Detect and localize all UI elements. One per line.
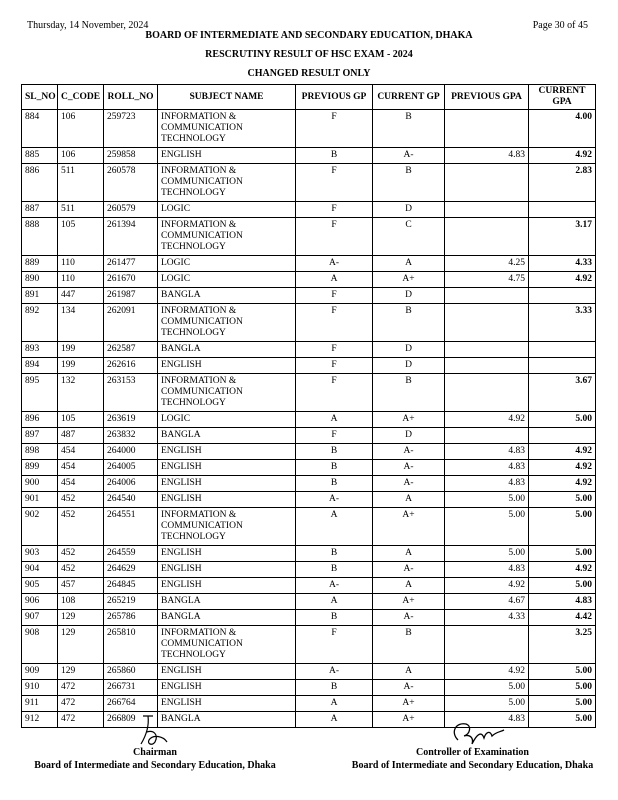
chairman-signature: [135, 712, 175, 750]
table-row: [22, 546, 596, 562]
cell-subject-name: BANGLA: [158, 288, 296, 304]
cell-current-gpa: 4.92: [529, 476, 596, 492]
cell-roll-no: 264540: [104, 492, 158, 508]
cell-roll-no: 266764: [104, 696, 158, 712]
cell-sl-no: 909: [22, 664, 58, 680]
cell-current-gp: B: [373, 304, 445, 342]
cell-previous-gp: F: [296, 304, 373, 342]
cell-previous-gp: B: [296, 546, 373, 562]
cell-sl-no: 902: [22, 508, 58, 546]
cell-current-gp: B: [373, 374, 445, 412]
cell-c-code: 129: [58, 626, 104, 664]
cell-current-gp: A-: [373, 444, 445, 460]
board-title: BOARD OF INTERMEDIATE AND SECONDARY EDUCATION, DHAKA: [145, 30, 473, 41]
table-row: [22, 304, 596, 342]
table-row: [22, 696, 596, 712]
cell-previous-gp: F: [296, 164, 373, 202]
table-row: [22, 412, 596, 428]
cell-sl-no: 900: [22, 476, 58, 492]
cell-roll-no: 261477: [104, 256, 158, 272]
cell-subject-name: INFORMATION & COMMUNICATION TECHNOLOGY: [158, 374, 296, 412]
cell-previous-gp: A: [296, 712, 373, 728]
cell-previous-gpa: [445, 428, 529, 444]
table-row: [22, 288, 596, 304]
cell-current-gpa: 4.83: [529, 594, 596, 610]
cell-subject-name: ENGLISH: [158, 578, 296, 594]
cell-c-code: 110: [58, 256, 104, 272]
cell-previous-gp: A: [296, 508, 373, 546]
cell-sl-no: 887: [22, 202, 58, 218]
col-header-sl-no: SL_NO: [22, 85, 58, 110]
cell-c-code: 134: [58, 304, 104, 342]
cell-previous-gpa: 5.00: [445, 492, 529, 508]
table-row: [22, 374, 596, 412]
cell-previous-gpa: 4.33: [445, 610, 529, 626]
cell-previous-gp: F: [296, 202, 373, 218]
cell-roll-no: 264845: [104, 578, 158, 594]
cell-current-gpa: 4.42: [529, 610, 596, 626]
cell-c-code: 452: [58, 546, 104, 562]
cell-roll-no: 262091: [104, 304, 158, 342]
cell-previous-gpa: [445, 202, 529, 218]
cell-current-gp: A-: [373, 460, 445, 476]
cell-current-gpa: [529, 358, 596, 374]
cell-subject-name: ENGLISH: [158, 358, 296, 374]
cell-previous-gp: B: [296, 444, 373, 460]
cell-subject-name: ENGLISH: [158, 444, 296, 460]
cell-subject-name: ENGLISH: [158, 476, 296, 492]
cell-current-gp: A-: [373, 680, 445, 696]
cell-sl-no: 912: [22, 712, 58, 728]
cell-previous-gpa: [445, 626, 529, 664]
cell-roll-no: 265860: [104, 664, 158, 680]
table-row: [22, 460, 596, 476]
cell-current-gp: C: [373, 218, 445, 256]
cell-previous-gp: F: [296, 374, 373, 412]
cell-sl-no: 894: [22, 358, 58, 374]
cell-roll-no: 265810: [104, 626, 158, 664]
cell-previous-gp: B: [296, 460, 373, 476]
cell-subject-name: BANGLA: [158, 594, 296, 610]
chairman-block: [10, 746, 300, 772]
cell-current-gp: A-: [373, 476, 445, 492]
table-row: [22, 110, 596, 148]
cell-c-code: 105: [58, 412, 104, 428]
cell-previous-gpa: 4.67: [445, 594, 529, 610]
cell-current-gpa: 2.83: [529, 164, 596, 202]
cell-sl-no: 893: [22, 342, 58, 358]
cell-previous-gp: B: [296, 148, 373, 164]
cell-current-gp: D: [373, 288, 445, 304]
cell-current-gp: A: [373, 492, 445, 508]
table-row: [22, 256, 596, 272]
cell-previous-gpa: [445, 288, 529, 304]
cell-c-code: 452: [58, 492, 104, 508]
cell-roll-no: 263153: [104, 374, 158, 412]
cell-roll-no: 264005: [104, 460, 158, 476]
cell-subject-name: ENGLISH: [158, 460, 296, 476]
cell-c-code: 105: [58, 218, 104, 256]
cell-c-code: 129: [58, 664, 104, 680]
cell-current-gpa: 5.00: [529, 680, 596, 696]
cell-roll-no: 261987: [104, 288, 158, 304]
cell-c-code: 511: [58, 202, 104, 218]
cell-current-gp: B: [373, 164, 445, 202]
cell-previous-gp: A: [296, 412, 373, 428]
cell-previous-gp: A-: [296, 492, 373, 508]
cell-c-code: 110: [58, 272, 104, 288]
table-row: [22, 476, 596, 492]
col-header-subject-name: SUBJECT NAME: [158, 85, 296, 110]
cell-sl-no: 890: [22, 272, 58, 288]
cell-previous-gpa: [445, 304, 529, 342]
table-row: [22, 202, 596, 218]
result-subtitle: CHANGED RESULT ONLY: [247, 68, 371, 79]
col-header-current-gp: CURRENT GP: [373, 85, 445, 110]
cell-previous-gpa: 4.83: [445, 712, 529, 728]
cell-subject-name: INFORMATION & COMMUNICATION TECHNOLOGY: [158, 110, 296, 148]
cell-roll-no: 262616: [104, 358, 158, 374]
cell-previous-gp: F: [296, 288, 373, 304]
cell-sl-no: 891: [22, 288, 58, 304]
cell-sl-no: 896: [22, 412, 58, 428]
cell-current-gpa: 5.00: [529, 664, 596, 680]
cell-roll-no: 264006: [104, 476, 158, 492]
cell-roll-no: 265219: [104, 594, 158, 610]
table-row: [22, 626, 596, 664]
cell-c-code: 472: [58, 712, 104, 728]
cell-sl-no: 899: [22, 460, 58, 476]
cell-subject-name: LOGIC: [158, 412, 296, 428]
cell-sl-no: 911: [22, 696, 58, 712]
cell-previous-gp: F: [296, 358, 373, 374]
cell-sl-no: 895: [22, 374, 58, 412]
cell-previous-gpa: 4.83: [445, 444, 529, 460]
table-row: [22, 680, 596, 696]
cell-current-gpa: 4.92: [529, 562, 596, 578]
cell-current-gp: A+: [373, 712, 445, 728]
cell-current-gp: B: [373, 626, 445, 664]
table-row: [22, 712, 596, 728]
cell-current-gpa: 5.00: [529, 492, 596, 508]
cell-c-code: 452: [58, 562, 104, 578]
cell-sl-no: 904: [22, 562, 58, 578]
table-row: [22, 342, 596, 358]
cell-sl-no: 889: [22, 256, 58, 272]
controller-signature: [448, 718, 508, 748]
cell-roll-no: 259723: [104, 110, 158, 148]
cell-current-gpa: 3.33: [529, 304, 596, 342]
cell-c-code: 106: [58, 110, 104, 148]
controller-block: [330, 746, 615, 772]
cell-subject-name: BANGLA: [158, 610, 296, 626]
cell-current-gp: A+: [373, 272, 445, 288]
cell-c-code: 457: [58, 578, 104, 594]
cell-current-gp: D: [373, 358, 445, 374]
cell-current-gp: A+: [373, 508, 445, 546]
print-date: Thursday, 14 November, 2024: [27, 20, 149, 31]
cell-subject-name: ENGLISH: [158, 562, 296, 578]
cell-subject-name: LOGIC: [158, 202, 296, 218]
cell-sl-no: 885: [22, 148, 58, 164]
cell-previous-gpa: 4.92: [445, 412, 529, 428]
col-header-roll-no: ROLL_NO: [104, 85, 158, 110]
table-row: [22, 492, 596, 508]
cell-sl-no: 901: [22, 492, 58, 508]
cell-previous-gpa: 4.75: [445, 272, 529, 288]
cell-previous-gp: B: [296, 562, 373, 578]
cell-current-gp: A: [373, 256, 445, 272]
cell-sl-no: 908: [22, 626, 58, 664]
cell-subject-name: ENGLISH: [158, 492, 296, 508]
cell-previous-gpa: [445, 110, 529, 148]
cell-roll-no: 263832: [104, 428, 158, 444]
cell-previous-gp: B: [296, 680, 373, 696]
cell-sl-no: 905: [22, 578, 58, 594]
cell-roll-no: 264559: [104, 546, 158, 562]
cell-current-gpa: 5.00: [529, 508, 596, 546]
cell-subject-name: ENGLISH: [158, 546, 296, 562]
cell-subject-name: ENGLISH: [158, 148, 296, 164]
result-table: [21, 84, 596, 728]
cell-subject-name: BANGLA: [158, 342, 296, 358]
cell-previous-gp: A: [296, 594, 373, 610]
cell-current-gp: A+: [373, 696, 445, 712]
cell-current-gp: A-: [373, 562, 445, 578]
table-row: [22, 578, 596, 594]
table-row: [22, 562, 596, 578]
table-row: [22, 148, 596, 164]
cell-previous-gpa: 4.83: [445, 460, 529, 476]
cell-previous-gp: F: [296, 110, 373, 148]
cell-previous-gp: F: [296, 428, 373, 444]
cell-previous-gpa: 4.83: [445, 476, 529, 492]
cell-current-gp: A+: [373, 594, 445, 610]
col-header-c-code: C_CODE: [58, 85, 104, 110]
cell-previous-gp: F: [296, 626, 373, 664]
exam-title: RESCRUTINY RESULT OF HSC EXAM - 2024: [205, 49, 413, 60]
cell-previous-gp: A-: [296, 256, 373, 272]
cell-previous-gpa: 4.83: [445, 148, 529, 164]
cell-previous-gpa: [445, 342, 529, 358]
table-row: [22, 272, 596, 288]
cell-c-code: 472: [58, 696, 104, 712]
cell-subject-name: INFORMATION & COMMUNICATION TECHNOLOGY: [158, 164, 296, 202]
col-header-previous-gp: PREVIOUS GP: [296, 85, 373, 110]
cell-current-gpa: [529, 202, 596, 218]
cell-sl-no: 906: [22, 594, 58, 610]
cell-c-code: 487: [58, 428, 104, 444]
cell-c-code: 108: [58, 594, 104, 610]
table-row: [22, 428, 596, 444]
cell-c-code: 199: [58, 342, 104, 358]
cell-previous-gpa: 5.00: [445, 508, 529, 546]
cell-previous-gpa: 5.00: [445, 696, 529, 712]
cell-roll-no: 261394: [104, 218, 158, 256]
cell-c-code: 511: [58, 164, 104, 202]
cell-current-gp: D: [373, 202, 445, 218]
cell-current-gp: D: [373, 342, 445, 358]
cell-previous-gpa: [445, 358, 529, 374]
cell-subject-name: LOGIC: [158, 272, 296, 288]
table-row: [22, 664, 596, 680]
chairman-org: Board of Intermediate and Secondary Education, Dhaka: [34, 760, 276, 771]
cell-roll-no: 264551: [104, 508, 158, 546]
cell-roll-no: 264000: [104, 444, 158, 460]
cell-current-gp: A: [373, 578, 445, 594]
cell-current-gpa: 4.92: [529, 148, 596, 164]
cell-current-gp: A+: [373, 412, 445, 428]
cell-subject-name: LOGIC: [158, 256, 296, 272]
cell-sl-no: 910: [22, 680, 58, 696]
cell-current-gpa: 5.00: [529, 712, 596, 728]
cell-sl-no: 903: [22, 546, 58, 562]
cell-subject-name: INFORMATION & COMMUNICATION TECHNOLOGY: [158, 508, 296, 546]
table-row: [22, 444, 596, 460]
cell-current-gp: A: [373, 546, 445, 562]
cell-sl-no: 897: [22, 428, 58, 444]
cell-previous-gp: A-: [296, 664, 373, 680]
cell-previous-gpa: 5.00: [445, 546, 529, 562]
cell-sl-no: 886: [22, 164, 58, 202]
cell-subject-name: INFORMATION & COMMUNICATION TECHNOLOGY: [158, 626, 296, 664]
cell-current-gpa: 3.67: [529, 374, 596, 412]
cell-current-gpa: 3.17: [529, 218, 596, 256]
cell-c-code: 199: [58, 358, 104, 374]
cell-previous-gp: F: [296, 342, 373, 358]
cell-roll-no: 262587: [104, 342, 158, 358]
cell-c-code: 454: [58, 444, 104, 460]
controller-org: Board of Intermediate and Secondary Education, Dhaka: [351, 760, 594, 771]
table-header-row: [22, 85, 596, 110]
cell-previous-gp: F: [296, 218, 373, 256]
table-row: [22, 610, 596, 626]
cell-sl-no: 888: [22, 218, 58, 256]
cell-subject-name: ENGLISH: [158, 696, 296, 712]
cell-previous-gp: A: [296, 696, 373, 712]
cell-roll-no: 266731: [104, 680, 158, 696]
cell-previous-gpa: [445, 218, 529, 256]
col-header-previous-gpa: PREVIOUS GPA: [445, 85, 529, 110]
cell-current-gpa: [529, 288, 596, 304]
cell-current-gpa: 3.25: [529, 626, 596, 664]
cell-current-gpa: 5.00: [529, 546, 596, 562]
cell-current-gpa: 4.92: [529, 272, 596, 288]
cell-c-code: 472: [58, 680, 104, 696]
cell-c-code: 452: [58, 508, 104, 546]
cell-subject-name: ENGLISH: [158, 680, 296, 696]
cell-current-gpa: [529, 342, 596, 358]
table-row: [22, 164, 596, 202]
cell-subject-name: ENGLISH: [158, 664, 296, 680]
cell-current-gpa: [529, 428, 596, 444]
cell-previous-gp: B: [296, 476, 373, 492]
cell-previous-gpa: 4.92: [445, 664, 529, 680]
cell-previous-gpa: [445, 164, 529, 202]
cell-current-gpa: 4.33: [529, 256, 596, 272]
cell-current-gp: A-: [373, 610, 445, 626]
table-row: [22, 508, 596, 546]
cell-previous-gpa: [445, 374, 529, 412]
cell-roll-no: 264629: [104, 562, 158, 578]
page-number: Page 30 of 45: [532, 20, 588, 31]
cell-current-gpa: 4.92: [529, 444, 596, 460]
chairman-title: Chairman: [133, 747, 177, 758]
cell-subject-name: INFORMATION & COMMUNICATION TECHNOLOGY: [158, 304, 296, 342]
cell-current-gpa: 4.00: [529, 110, 596, 148]
cell-subject-name: INFORMATION & COMMUNICATION TECHNOLOGY: [158, 218, 296, 256]
cell-c-code: 132: [58, 374, 104, 412]
table-row: [22, 218, 596, 256]
cell-sl-no: 884: [22, 110, 58, 148]
cell-roll-no: 265786: [104, 610, 158, 626]
cell-roll-no: 263619: [104, 412, 158, 428]
cell-sl-no: 892: [22, 304, 58, 342]
cell-roll-no: 260578: [104, 164, 158, 202]
cell-current-gp: D: [373, 428, 445, 444]
cell-current-gpa: 5.00: [529, 696, 596, 712]
cell-previous-gp: A-: [296, 578, 373, 594]
cell-current-gp: B: [373, 110, 445, 148]
cell-c-code: 447: [58, 288, 104, 304]
table-row: [22, 358, 596, 374]
cell-current-gpa: 5.00: [529, 412, 596, 428]
cell-subject-name: BANGLA: [158, 428, 296, 444]
cell-previous-gpa: 4.83: [445, 562, 529, 578]
cell-roll-no: 266809: [104, 712, 158, 728]
cell-c-code: 454: [58, 476, 104, 492]
cell-previous-gp: A: [296, 272, 373, 288]
cell-previous-gpa: 5.00: [445, 680, 529, 696]
cell-c-code: 129: [58, 610, 104, 626]
table-row: [22, 594, 596, 610]
cell-current-gp: A: [373, 664, 445, 680]
cell-previous-gp: B: [296, 610, 373, 626]
cell-roll-no: 261670: [104, 272, 158, 288]
cell-current-gpa: 4.92: [529, 460, 596, 476]
cell-c-code: 454: [58, 460, 104, 476]
cell-previous-gpa: 4.25: [445, 256, 529, 272]
cell-roll-no: 259858: [104, 148, 158, 164]
cell-roll-no: 260579: [104, 202, 158, 218]
col-header-current-gpa: CURRENT GPA: [529, 85, 596, 110]
controller-title: Controller of Examination: [416, 747, 529, 758]
cell-current-gpa: 5.00: [529, 578, 596, 594]
cell-subject-name: BANGLA: [158, 712, 296, 728]
cell-sl-no: 898: [22, 444, 58, 460]
cell-previous-gpa: 4.92: [445, 578, 529, 594]
cell-c-code: 106: [58, 148, 104, 164]
cell-sl-no: 907: [22, 610, 58, 626]
cell-current-gp: A-: [373, 148, 445, 164]
